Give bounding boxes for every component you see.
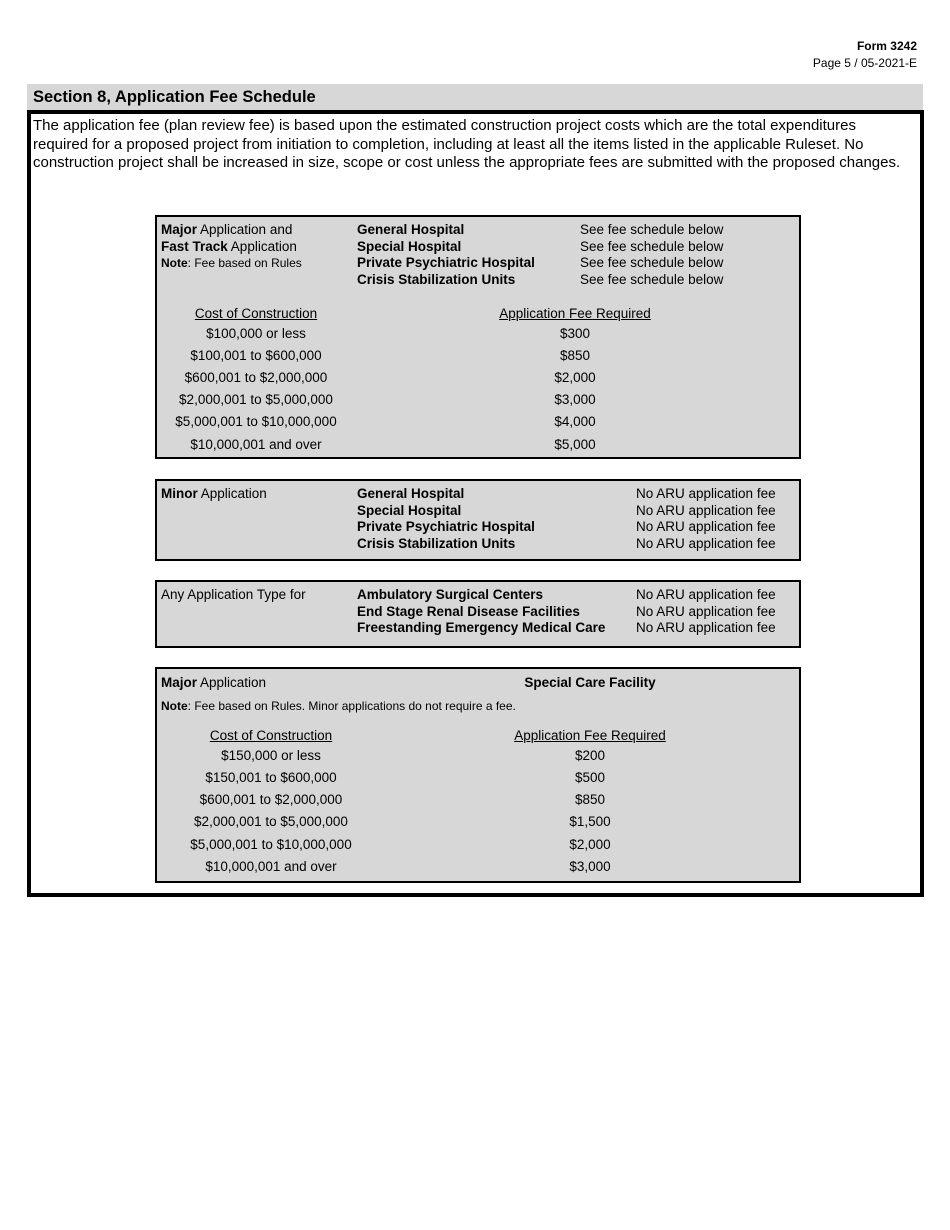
application-type: Fast Track Application [161, 238, 297, 254]
fee-note: Note: Fee based on Rules. Minor applications do not require a fee. [161, 699, 516, 713]
major-fee-box [155, 215, 801, 459]
fee-cell: $850 [574, 792, 606, 807]
fee-text: No ARU application fee [636, 502, 776, 518]
fee-text-list [636, 587, 776, 637]
fee-note: Note: Fee based on Rules [161, 256, 302, 271]
cost-cell: $600,001 to $2,000,000 [199, 792, 343, 807]
facility-item: Special Hospital [357, 238, 462, 254]
facility-item: Ambulatory Surgical Centers [357, 587, 544, 602]
page-info: Page 5 / 05-2021-E [812, 56, 917, 70]
fee-cell: $500 [574, 770, 606, 785]
section-body [27, 110, 924, 897]
cost-cell: $10,000,001 and over [190, 437, 322, 452]
fee-cell: $5,000 [554, 437, 596, 452]
cost-cell: $150,000 or less [221, 748, 321, 763]
application-type: Major Application and [161, 222, 293, 237]
fee-cell: $2,000 [569, 837, 611, 852]
form-number: Form 3242 [856, 39, 917, 53]
application-types [161, 222, 302, 272]
intro-paragraph: The application fee (plan review fee) is based upon the estimated construction project costs which are the total expenditures required for a proposed project from initiation to completion, including at least all the items listed in the applicable Ruleset. No construction project shall be increased in size, scope or cost unless the appropriate fees are submitted with the proposed changes. [33, 117, 901, 171]
facility-item: Freestanding Emergency Medical Care [357, 620, 606, 636]
fee-cell: $300 [559, 326, 591, 341]
facility-item: Private Psychiatric Hospital [357, 255, 535, 271]
facility-item: Crisis Stabilization Units [357, 536, 516, 552]
facility-name: Special Care Facility [524, 675, 656, 690]
form-header [813, 38, 917, 72]
fee-cell: $4,000 [554, 414, 596, 429]
fee-text: No ARU application fee [636, 519, 776, 535]
facility-item: Special Hospital [357, 502, 462, 518]
facility-item: End Stage Renal Disease Facilities [357, 603, 580, 619]
fee-text: No ARU application fee [636, 620, 776, 636]
cost-cell: $5,000,001 to $10,000,000 [190, 837, 352, 852]
fee-text: No ARU application fee [636, 587, 776, 602]
fee-text: See fee schedule below [580, 222, 724, 237]
fee-column-header: Application Fee Required [514, 728, 666, 743]
fee-text: See fee schedule below [580, 272, 724, 288]
cost-cell: $10,000,001 and over [205, 859, 337, 874]
minor-fee-box [155, 479, 801, 561]
fee-text: See fee schedule below [580, 255, 724, 271]
fee-cell: $3,000 [554, 392, 596, 407]
fee-text-list [636, 486, 776, 553]
facility-list [357, 587, 605, 637]
cost-cell: $100,000 or less [206, 326, 306, 341]
cost-cell: $5,000,001 to $10,000,000 [175, 414, 337, 429]
application-type: Any Application Type for [161, 587, 306, 602]
section-title: Section 8, Application Fee Schedule [27, 84, 923, 111]
cost-column-header: Cost of Construction [209, 728, 333, 743]
facility-item: General Hospital [357, 486, 465, 501]
special-care-fee-box [155, 667, 801, 883]
fee-cell: $200 [574, 748, 606, 763]
cost-cell: $100,001 to $600,000 [190, 348, 322, 363]
fee-text-list [580, 222, 723, 289]
fee-cell: $3,000 [569, 859, 611, 874]
facility-item: General Hospital [357, 222, 465, 237]
cost-cell: $2,000,001 to $5,000,000 [179, 392, 333, 407]
cost-cell: $2,000,001 to $5,000,000 [194, 814, 348, 829]
cost-cell: $600,001 to $2,000,000 [184, 370, 328, 385]
application-type: Minor Application [161, 486, 267, 501]
fee-cell: $850 [559, 348, 591, 363]
facility-list [357, 486, 535, 553]
fee-text: No ARU application fee [636, 536, 776, 552]
cost-cell: $150,001 to $600,000 [205, 770, 337, 785]
cost-column-header: Cost of Construction [194, 306, 318, 321]
fee-text: No ARU application fee [636, 603, 776, 619]
facility-item: Crisis Stabilization Units [357, 272, 516, 288]
application-type: Major Application [161, 675, 267, 690]
fee-text: No ARU application fee [636, 486, 776, 501]
fee-cell: $2,000 [554, 370, 596, 385]
fee-cell: $1,500 [569, 814, 611, 829]
facility-item: Private Psychiatric Hospital [357, 519, 535, 535]
other-facilities-fee-box [155, 580, 801, 648]
fee-column-header: Application Fee Required [499, 306, 651, 321]
facility-list [357, 222, 535, 289]
fee-text: See fee schedule below [580, 238, 724, 254]
